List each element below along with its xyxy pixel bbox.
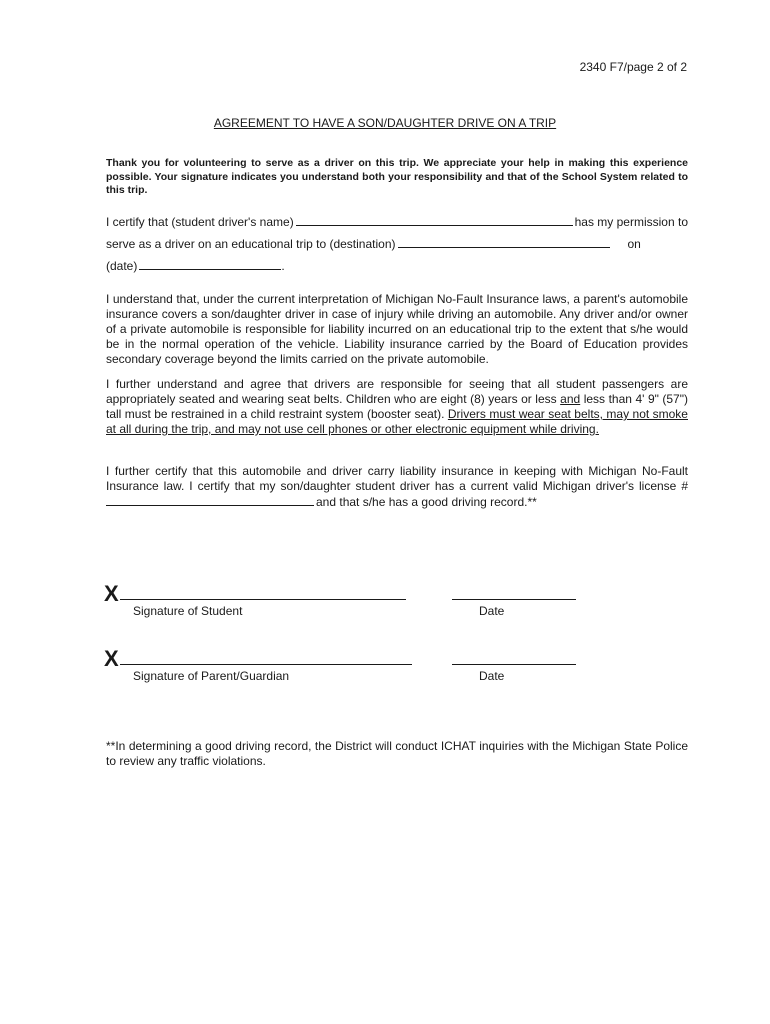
booster-text: less than 4' 9" (57") tall must be restrained in a child restraint system (booster seat). [106,392,688,421]
license-number-field[interactable] [106,494,314,506]
certify-line-3 [106,255,688,277]
footnote: **In determining a good driving record, the District will conduct ICHAT inquiries with the Michigan State Police to review any traffic violations. [106,739,688,768]
license-text: I further certify that this automobile and driver carry liability insurance in keeping with Michigan No-Fault Insurance law. I certify that my son/daughter student driver has a current valid Michigan driver's license # [106,464,688,493]
driver-rules-text: Drivers must wear seat belts, may not smoke at all during the trip, and may not use cell phones or other electronic equipment while driving. [106,407,688,436]
seatbelt-text: I further understand and agree that drivers are responsible for seeing that all student passengers are appropriately seated and wearing seat belts. Children who are eight (8) years or less [106,377,688,406]
certify-line-1 [106,211,688,233]
parent-signature-line[interactable] [120,664,412,665]
certify-period: . [281,259,285,273]
page-number: 2340 F7/page 2 of 2 [579,60,687,74]
intro-paragraph: Thank you for volunteering to serve as a driver on this trip. We appreciate your help in making this experience possible. Your signature indicates you understand both your responsibility and that of the School System related to this trip. [106,157,688,196]
destination-field[interactable] [398,236,610,248]
license-paragraph [106,464,688,510]
certify-line-2 [106,233,688,255]
and-emphasis: and [560,392,581,406]
seatbelt-paragraph [106,377,688,437]
student-signature-line[interactable] [120,599,406,600]
insurance-paragraph: I understand that, under the current interpretation of Michigan No-Fault Insurance laws, a parent's automobile insurance covers a son/daughter driver in case of injury while driving an automobile. Any driver and/or owner of a private automobile is responsible for liability incurred on an educational trip to the extent that s/he would be in the normal operation of the vehicle. Liability insurance carried by the Board of Education provides secondary coverage beyond the limits carried on the private automobile. [106,292,688,366]
parent-date-label: Date [479,669,505,683]
student-signature-label: Signature of Student [133,604,243,618]
student-name-field[interactable] [296,214,573,226]
parent-signature-label: Signature of Parent/Guardian [133,669,290,683]
form-title: AGREEMENT TO HAVE A SON/DAUGHTER DRIVE ON A TRIP [213,116,557,130]
certify-label-name: I certify that (student driver's name) [106,215,294,229]
certify-label-on: on [627,237,641,251]
driving-record-text: and that s/he has a good driving record.** [316,495,537,509]
certify-label-permission: has my permission to [574,215,688,229]
certify-block [106,211,688,277]
student-signature-mark: X [104,581,119,606]
student-date-label: Date [479,604,505,618]
parent-date-line[interactable] [452,664,576,665]
parent-signature-mark: X [104,646,119,671]
date-field[interactable] [139,258,281,270]
student-date-line[interactable] [452,599,576,600]
certify-label-date: (date) [106,259,138,273]
certify-label-destination: serve as a driver on an educational trip to (destination) [106,237,396,251]
